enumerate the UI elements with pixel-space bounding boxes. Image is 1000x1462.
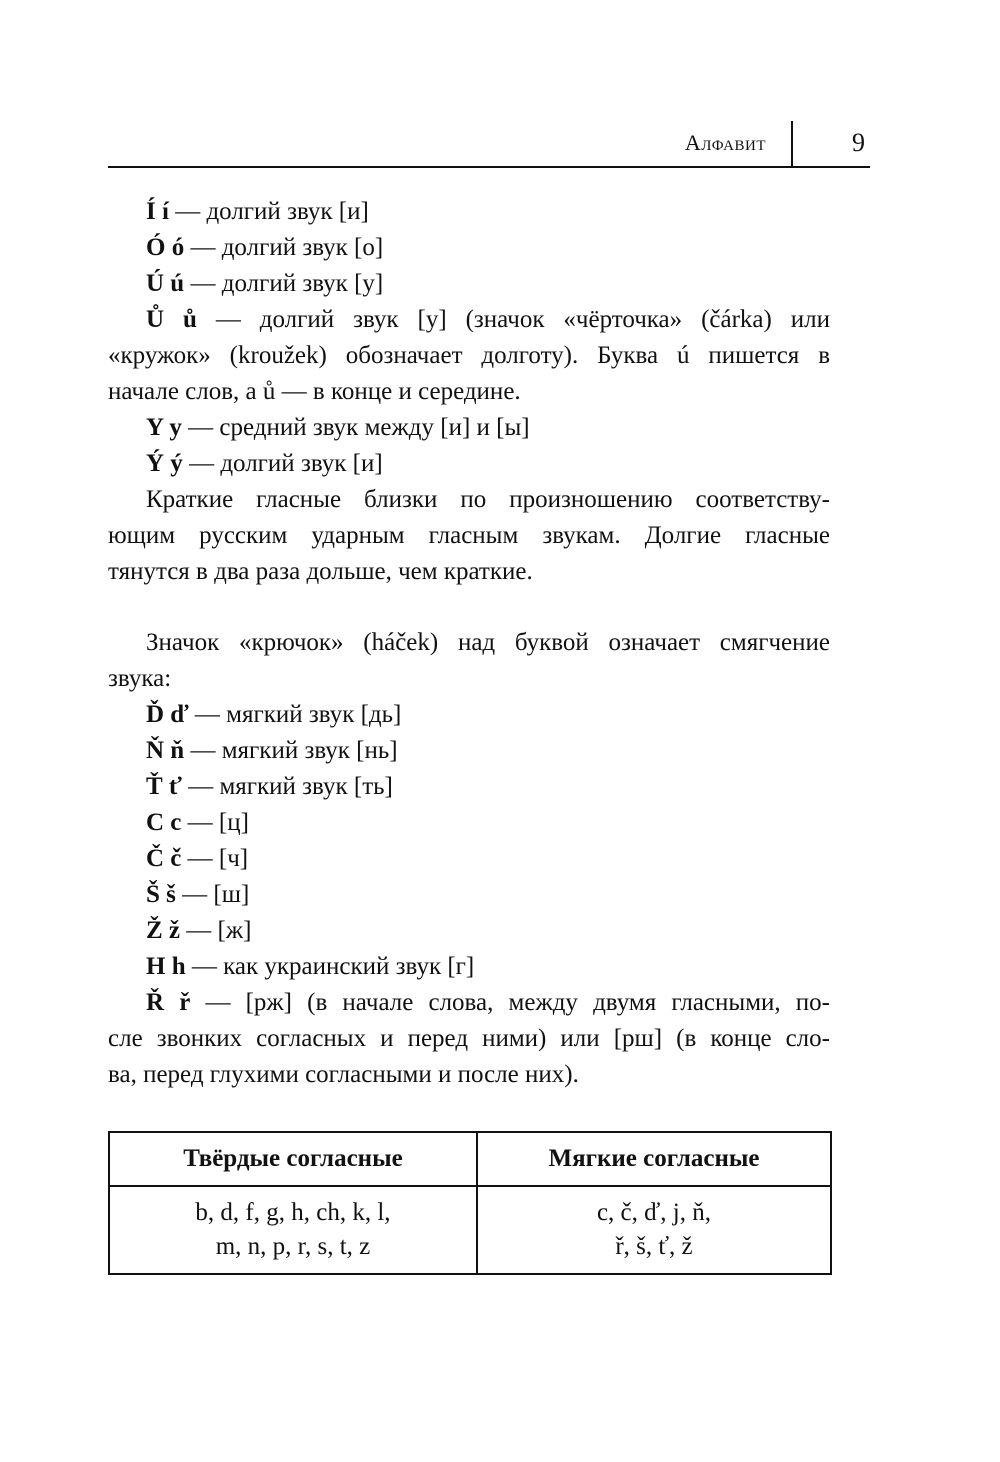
text-line — [108, 661, 830, 697]
text-line — [108, 446, 830, 482]
text-line — [108, 374, 830, 410]
text-line — [108, 769, 830, 805]
line-text: — долгий звук [у] — [184, 270, 384, 297]
text-line — [108, 805, 830, 841]
letter-label: Ř ř — [146, 989, 191, 1016]
text-line — [108, 625, 830, 661]
text-line — [108, 482, 830, 518]
line-text: ющим русским ударным гласным звукам. Долгие гласные — [108, 522, 830, 549]
line-text: — долгий звук [и] — [168, 198, 369, 225]
line-text: — долгий звук [о] — [184, 234, 384, 261]
soft-consonants-cell — [477, 1186, 831, 1274]
text-line — [108, 913, 830, 949]
line-text: — [ж] — [180, 917, 252, 944]
line-text: — [ч] — [181, 845, 249, 872]
letter-label: Ů ů — [146, 306, 197, 333]
text-line — [108, 985, 830, 1021]
text-line — [108, 194, 830, 230]
line-text: ва, перед глухими согласными и после них). — [108, 1061, 579, 1088]
paragraph-gap — [108, 590, 830, 625]
letter-label: Ž ž — [146, 917, 181, 944]
text-line — [108, 733, 830, 769]
line-text: — мягкий звук [дь] — [188, 701, 402, 728]
cell-line: ř, š, ť, ž — [615, 1233, 693, 1260]
letter-label: Č č — [146, 845, 182, 872]
text-line — [108, 410, 830, 446]
text-line — [108, 877, 830, 913]
cell-line: b, d, f, g, h, ch, k, l, — [195, 1199, 391, 1226]
line-text: Краткие гласные близки по произношению соответству- — [146, 486, 830, 513]
letter-label: Ó ó — [146, 234, 185, 261]
line-text: — [рж] (в начале слова, между двумя гласными, по- — [190, 989, 830, 1016]
hacek-section — [108, 625, 830, 1093]
line-text: — мягкий звук [нь] — [184, 737, 398, 764]
header-hard-consonants: Твёрдые согласные — [109, 1132, 477, 1186]
running-header-title: Алфавит — [684, 130, 766, 155]
header-divider — [791, 121, 793, 168]
text-line — [108, 302, 830, 338]
header-soft-consonants: Мягкие согласные — [477, 1132, 831, 1186]
text-line — [108, 1021, 830, 1057]
line-text: — долгий звук [и] — [182, 450, 383, 477]
letter-label: C c — [146, 809, 182, 836]
line-text: — долгий звук [у] (значок «чёрточка» (čárka) или — [196, 306, 830, 333]
line-text: сле звонких согласных и перед ними) или [рш] (в конце сло- — [108, 1025, 830, 1052]
text-line — [108, 518, 830, 554]
page-number: 9 — [852, 128, 865, 157]
hard-consonants-cell — [109, 1186, 477, 1274]
text-line — [108, 230, 830, 266]
cell-line: c, č, ď, j, ň, — [596, 1199, 712, 1226]
text-line — [108, 1057, 830, 1093]
table-header-row — [109, 1132, 831, 1186]
text-line — [108, 697, 830, 733]
letter-label: H h — [146, 953, 186, 980]
consonants-table — [108, 1131, 832, 1275]
line-text: «кружок» (kroužek) обозначает долготу). Буква ú пишется в — [108, 342, 830, 369]
line-text: — как украинский звук [г] — [185, 953, 475, 980]
line-text: — мягкий звук [ть] — [181, 773, 393, 800]
line-text: Значок «крючок» (háček) над буквой означает смягчение — [146, 629, 830, 656]
letter-label: Ď ď — [146, 701, 189, 728]
line-text: звука: — [108, 665, 172, 692]
letter-label: Y y — [146, 414, 182, 441]
header-rule — [108, 166, 870, 168]
line-text: — [ц] — [181, 809, 249, 836]
letter-label: Ť ť — [146, 773, 182, 800]
letter-label: Ú ú — [146, 270, 185, 297]
text-line — [108, 841, 830, 877]
letter-label: Ý ý — [146, 450, 183, 477]
text-line — [108, 266, 830, 302]
line-text: — средний звук между [и] и [ы] — [181, 414, 530, 441]
letter-label: Š š — [146, 881, 176, 908]
text-line — [108, 554, 830, 590]
vowels-section — [108, 194, 830, 590]
body-text — [108, 194, 830, 1093]
text-line — [108, 949, 830, 985]
letter-label: Í í — [146, 198, 169, 225]
letter-label: Ň ň — [146, 737, 185, 764]
line-text: начале слов, а ů — в конце и середине. — [108, 378, 521, 405]
line-text: — [ш] — [175, 881, 250, 908]
line-text: тянутся в два раза дольше, чем краткие. — [108, 558, 533, 585]
cell-line: m, n, p, r, s, t, z — [215, 1233, 371, 1260]
text-line — [108, 338, 830, 374]
table-row — [109, 1186, 831, 1274]
